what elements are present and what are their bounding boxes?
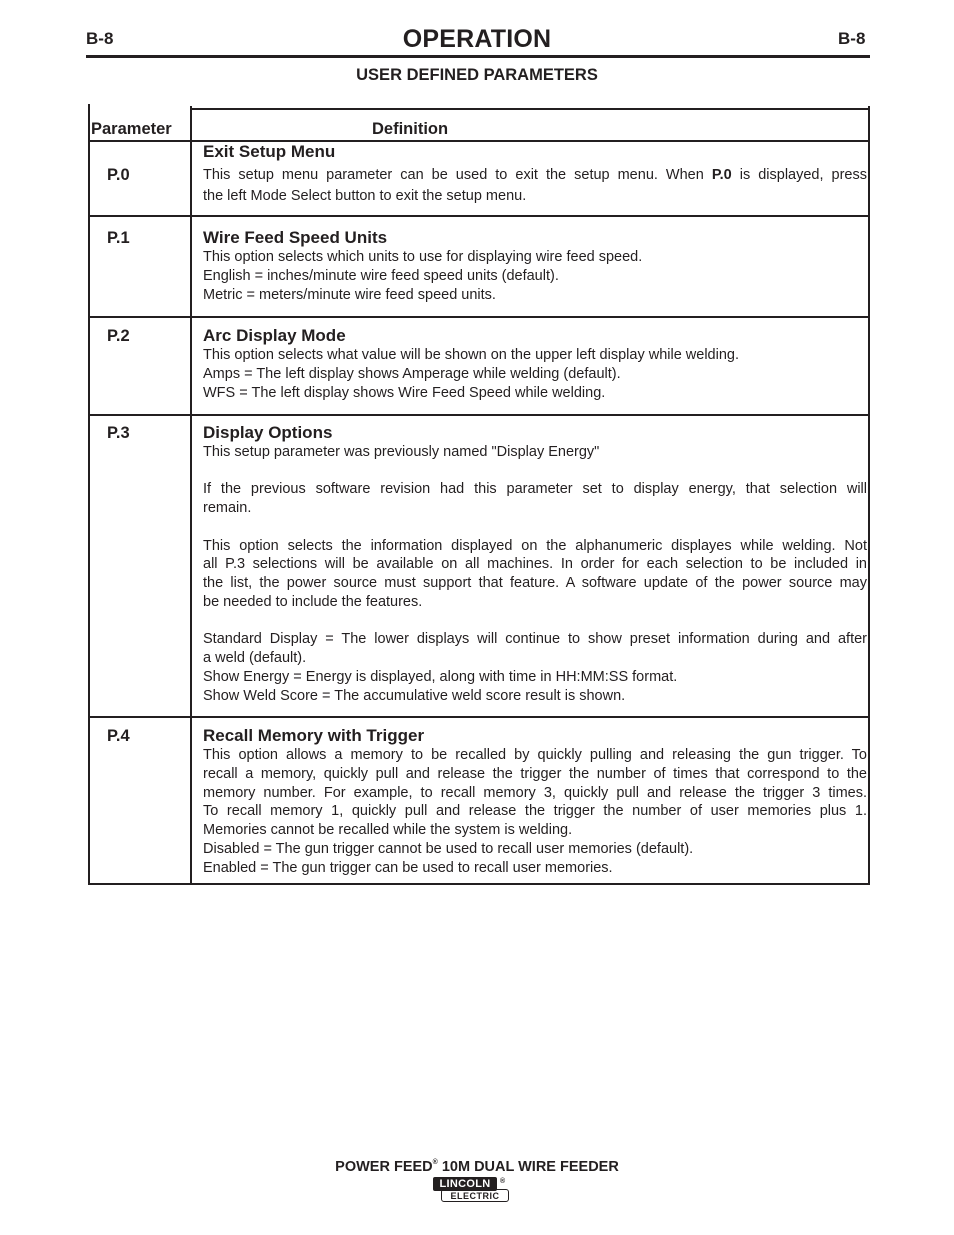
definition-line: a weld (default). [203, 650, 307, 667]
param-code: P.1 [107, 229, 130, 247]
definition-line: This option selects what value will be shown on the upper left display while welding. [203, 347, 739, 363]
definition-cell [203, 423, 867, 706]
param-code: P.0 [107, 166, 130, 184]
definition-line: the left Mode Select button to exit the setup menu. [203, 187, 527, 204]
definition-line: Show Energy = Energy is displayed, along with time in HH:MM:SS format. [203, 668, 678, 685]
definition-line: Memories cannot be recalled while the system is welding. [203, 822, 573, 839]
definition-line: all P.3 selections will be available on all machines. In order for each selection to be included in [203, 556, 867, 573]
definition-cell [203, 326, 867, 402]
footer-product-name [0, 1159, 954, 1175]
logo-top-plate: LINCOLN [433, 1177, 497, 1191]
definition-line: recall a memory, quickly pull and release the trigger the number of times that correspond to the [203, 765, 867, 782]
logo-registered-mark: ® [500, 1178, 506, 1185]
definition-line [203, 166, 867, 185]
definition-line: If the previous software revision had this parameter set to display energy, that selection will [203, 481, 867, 498]
section-subtitle: USER DEFINED PARAMETERS [356, 66, 598, 84]
definition-line: the list, the power source must support that feature. A software update of the power source may [203, 575, 867, 592]
definition-cell [203, 142, 867, 206]
definition-line: be needed to include the features. [203, 593, 423, 610]
column-header-definition: Definition [372, 120, 449, 138]
registered-mark: ® [432, 1159, 438, 1166]
product-name-text: POWER FEED [335, 1159, 433, 1175]
definition-line: This setup parameter was previously named "Display Energy" [203, 444, 600, 460]
definition-text: This setup menu parameter can be used to exit the setup menu. When [203, 167, 712, 183]
product-name-text: 10M DUAL WIRE FEEDER [437, 1159, 619, 1175]
definition-line: To recall memory 1, quickly pull and release the trigger the number of user memories plus 1. [203, 803, 867, 820]
definition-cell [203, 726, 867, 878]
definition-title: Arc Display Mode [203, 326, 346, 345]
definition-line: Enabled = The gun trigger can be used to recall user memories. [203, 859, 613, 876]
definition-title: Display Options [203, 423, 333, 442]
column-divider [190, 106, 192, 885]
definition-line: Disabled = The gun trigger cannot be used to recall user memories (default). [203, 840, 694, 857]
param-code: P.3 [107, 424, 130, 442]
row-divider [88, 215, 870, 217]
definition-bold-text: P.0 [711, 167, 732, 183]
definition-line: This option selects the information displayed on the alphanumeric displayes while welding. Not [203, 537, 867, 554]
definition-line: English = inches/minute wire feed speed units (default). [203, 267, 559, 284]
column-header-parameter: Parameter [91, 120, 172, 138]
row-divider [88, 414, 870, 416]
definition-line: Show Weld Score = The accumulative weld score result is shown. [203, 687, 626, 704]
definition-line: Standard Display = The lower displays will continue to show preset information during and after [203, 631, 867, 648]
definition-cell [203, 228, 867, 304]
definition-text: is displayed, press [731, 167, 867, 183]
definition-title: Recall Memory with Trigger [203, 726, 425, 745]
lincoln-electric-logo [433, 1177, 511, 1204]
row-divider [88, 716, 870, 718]
param-code: P.2 [107, 327, 130, 345]
definition-line: This option selects which units to use for displaying wire feed speed. [203, 249, 643, 265]
definition-line: This option allows a memory to be recalled by quickly pulling and releasing the gun trigger. To [203, 747, 867, 763]
page-title: OPERATION [402, 25, 552, 53]
definition-line: memory number. For example, to recall memory 3, quickly pull and release the trigger 3 times. [203, 784, 867, 801]
row-divider [88, 316, 870, 318]
definition-line: Metric = meters/minute wire feed speed units. [203, 286, 496, 303]
definition-title: Exit Setup Menu [203, 142, 336, 161]
page-number-left: B-8 [86, 29, 114, 48]
header-rule [86, 55, 870, 58]
page-number-right: B-8 [838, 29, 866, 48]
param-code: P.4 [107, 727, 130, 745]
definition-title: Wire Feed Speed Units [203, 228, 388, 247]
definition-line: remain. [203, 500, 252, 517]
logo-bottom-plate: ELECTRIC [441, 1189, 509, 1202]
definition-line: WFS = The left display shows Wire Feed Speed while welding. [203, 384, 606, 401]
definition-line: Amps = The left display shows Amperage while welding (default). [203, 365, 621, 382]
table-top-border [191, 108, 870, 110]
table-corner-tick [88, 104, 90, 108]
